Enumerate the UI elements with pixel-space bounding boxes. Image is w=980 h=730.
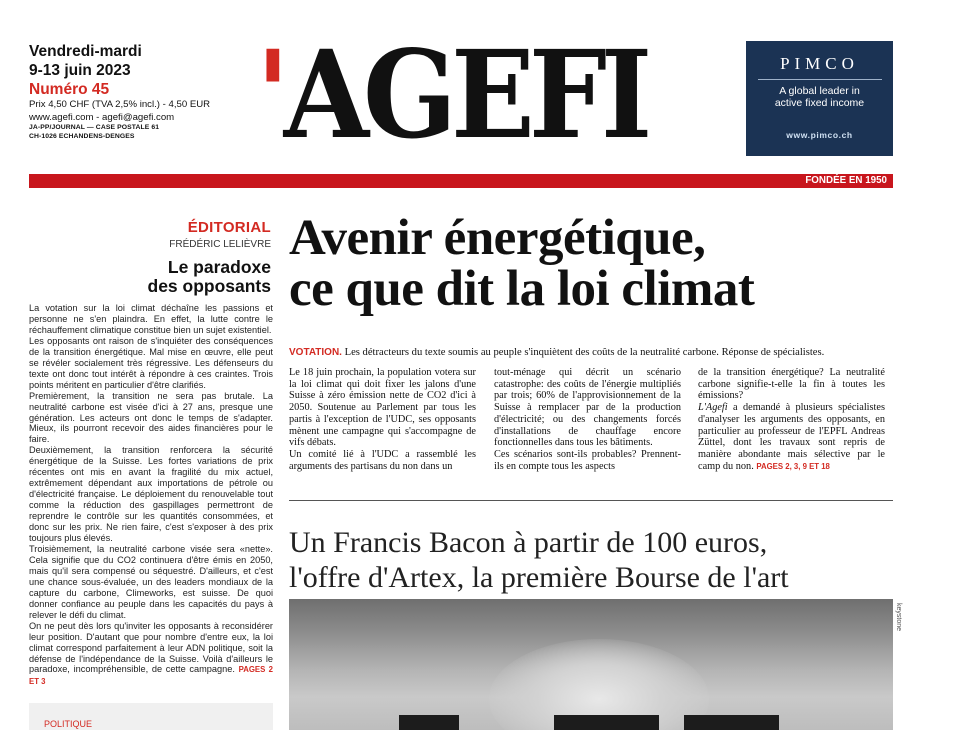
agefi-logo[interactable] [256,23,726,166]
issue-date-line2: 9-13 juin 2023 [29,62,131,79]
masthead-info [29,42,259,141]
photo-frame-silhouette [684,715,779,730]
section-divider [289,500,893,501]
story-photo[interactable] [289,599,893,730]
politique-section-box[interactable] [29,703,273,730]
editorial-title[interactable] [29,258,271,296]
pimco-ad[interactable] [746,41,893,156]
editorial-kicker: ÉDITORIAL [187,219,271,236]
postal-line1: JA-PP/JOURNAL — CASE POSTALE 61 [29,124,160,131]
ad-tagline-line1: A global leader in [779,85,860,97]
second-headline-line2: l'offre d'Artex, la première Bourse de l'art [289,561,789,594]
main-headline-line1: Avenir énergétique, [289,210,706,266]
column-paragraph-last [698,402,885,472]
main-headline[interactable] [289,210,895,317]
ad-tagline-line2: active fixed income [774,96,865,109]
main-deck [289,346,895,359]
ad-url[interactable]: www.pimco.ch [786,130,853,140]
editorial-body [29,303,273,688]
editorial-paragraph-last [29,621,273,689]
column-paragraph: tout-ménage qui décrit un scénario catastrophe: des coûts de l'énergie multipliés par trois; 60% de l'approvisionnement de la Suisse à remplacer par de la production d'électricité; ou des changements forcés d'installations de chauffage encore fonctionnelles dans tous les bâtiments. [494,367,681,449]
editorial-paragraph: Troisièmement, la neutralité carbone visée sera «nette». Cela signifie que du CO2 continuera d'être émis en 2050, mais qu'il sera compensé ou séquestré. D'ailleurs, et c'est une chance sous-évaluée, un des leaders mondiaux de la capture du carbone, Climeworks, est suisse. De quoi donner confiance au peuple dans les capacités du pays à relever le défi du climat. [29,543,273,620]
editorial-paragraph: Premièrement, la transition ne sera pas brutale. La neutralité carbone est visée d'ici à 27 ans, presque une génération. Les acteurs ont donc le temps de s'adapter. Mieux, ils pourront recevoir des aides financières pour le faire. [29,390,273,445]
editorial-paragraph: Deuxièmement, la transition renforcera la sécurité énergétique de la Suisse. Les fortes variations de prix récentes ont mis en avant la fragilité du mix actuel, extrêmement dépendant aux importations de pétrole ou d'électricité française. Le déploiement du renouvelable tout comme la réduction des gaspillages permettront de reprendre le contrôle sur les quantités consommées, et donc sur les prix. Ne rien faire, c'est s'exposer à des prix toujours plus élevés. [29,445,273,544]
price-line: Prix 4,50 CHF (TVA 2,5% incl.) - 4,50 EUR [29,99,211,110]
column-paragraph: de la transition énergétique? La neutralité carbone signifie-t-elle la fin à toutes les émissions? [698,367,885,402]
main-column-3 [698,367,885,472]
logo-wordmark: AGEFI [283,23,647,166]
column-paragraph: Ces scénarios sont-ils probables? Prennent-ils en compte tous les aspects [494,448,681,472]
editorial-author: FRÉDÉRIC LELIÈVRE [169,239,271,250]
editorial-title-line1: Le paradoxe [167,257,271,277]
second-headline[interactable] [289,525,895,595]
photo-credit: keystone [895,603,902,632]
logo-quote-mark: ' [256,23,284,166]
editorial-paragraph-text: On ne peut dès lors qu'inviter les opposants à reconsidérer leur position. D'autant que pour nombre d'entre eux, la loi climat correspond parfaitement à leur ADN politique, soit la défense de l'indépendance de la Suisse. Voilà d'ailleurs le paradoxe, incompréhensible, de cette campagne. [29,620,273,675]
second-headline-line1: Un Francis Bacon à partir de 100 euros, [289,526,768,559]
editorial-paragraph: La votation sur la loi climat déchaîne les passions et personne ne s'en plaindra. En effet, la lutte contre le réchauffement climatique constitue bien un sujet existentiel. [29,303,273,335]
postal-line2: CH-1026 ECHANDENS-DENGES [29,132,135,140]
main-column-1 [289,367,476,472]
politique-label: POLITIQUE [44,719,93,729]
editorial-pages-link[interactable]: PAGES 2 ET 3 [29,665,273,687]
main-kicker: VOTATION. [289,347,342,358]
issue-number: Numéro 45 [29,81,110,98]
column-text: a demandé à plusieurs spécialistes d'analyser les arguments des opposants, en particulier au professeur de l'EPFL Andreas Züttel, dont les travaux sont repris de manière abondante mais sélective par le camp du non. [698,402,885,472]
masthead-red-bar [29,174,893,188]
main-column-2 [494,367,681,472]
agefi-italic: L'Agefi [698,402,728,414]
editorial-paragraph: Les opposants ont raison de s'inquiéter des conséquences de la transition énergétique. Mal mise en œuvre, elle peut se révéler socialement très régressive. Les défenseurs du texte ont donc tout intérêt à répondre à ces craintes. Trois points méritent en particulier d'être clarifiés. [29,335,273,390]
main-deck-text: Les détracteurs du texte soumis au peuple s'inquiètent des coûts de la neutralité carbone. Réponse de spécialistes. [341,347,825,358]
main-headline-line2: ce que dit la loi climat [289,261,755,317]
issue-date-line1: Vendredi-mardi [29,43,142,60]
column-paragraph: Un comité lié à l'UDC a rassemblé les arguments des partisans du non dans un [289,448,476,472]
main-pages-link[interactable]: PAGES 2, 3, 9 ET 18 [756,461,830,471]
founded-label: FONDÉE EN 1950 [805,175,887,186]
photo-frame-silhouette [554,715,659,730]
ad-brand: PIMCO [780,54,859,73]
contact-line[interactable]: www.agefi.com - agefi@agefi.com [29,111,175,123]
editorial-title-line2: des opposants [147,276,271,296]
column-paragraph: Le 18 juin prochain, la population votera sur la loi climat qui doit fixer les jalons d'une Suisse à zéro émission nette de CO2 d'ici à 2050. Soutenue au Parlement par tous les partis à l'exception de l'UDC, ses opposants mènent une campagne qui s'accompagne de vifs débats. [289,367,476,449]
photo-frame-silhouette [399,715,459,730]
ad-divider [758,79,882,80]
